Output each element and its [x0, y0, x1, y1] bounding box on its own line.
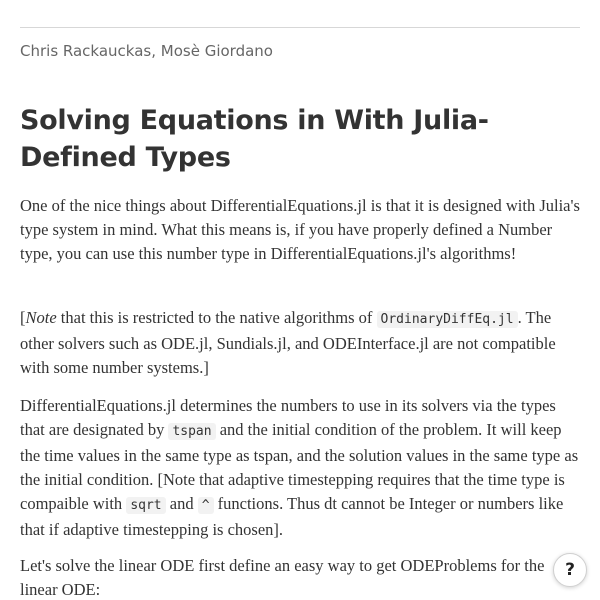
paragraph-intro: One of the nice things about DifferentialEquations.jl is that it is designed with Julia's type system in mind. What this means is, if you have properly defined a Number type, you can use this number type in DifferentialEquations.jl's algorithms!	[20, 196, 580, 263]
inline-code: ^	[198, 497, 214, 514]
paragraph-linear-ode: Let's solve the linear ODE first define an easy way to get ODEProblems for the linear ODE:	[20, 556, 545, 599]
inline-code: OrdinaryDiffEq.jl	[377, 311, 518, 328]
text-segment: [	[20, 308, 26, 327]
inline-code: tspan	[168, 423, 215, 440]
question-mark-icon: ?	[565, 560, 575, 580]
authors: Chris Rackauckas, Mosè Giordano	[20, 42, 273, 60]
text-segment: functions. Thus dt cannot be Integer or numbers like that if adaptive timestepping is chosen].	[20, 494, 564, 539]
paragraph-note	[20, 306, 580, 380]
text-segment: . The other solvers such as ODE.jl, Sundials.jl, and ODEInterface.jl are not compatible with some number systems.]	[20, 308, 556, 377]
top-divider	[20, 27, 580, 28]
text-segment: and the initial condition of the problem. It will keep the time values in the same type as tspan, and the solution values in the same type as the initial condition. [Note that adaptive timestepping requires that the time type is compaible with	[20, 420, 579, 513]
inline-code: sqrt	[126, 497, 165, 514]
paragraph-types	[20, 394, 580, 542]
help-button[interactable]	[553, 553, 587, 587]
text-segment: and	[165, 494, 198, 513]
text-segment: DifferentialEquations.jl determines the numbers to use in its solvers via the types that are designated by	[20, 396, 556, 439]
text-segment: that this is restricted to the native algorithms of	[56, 308, 377, 327]
note-emphasis: Note	[25, 308, 57, 327]
page-title: Solving Equations in With Julia-Defined Types	[20, 105, 489, 173]
